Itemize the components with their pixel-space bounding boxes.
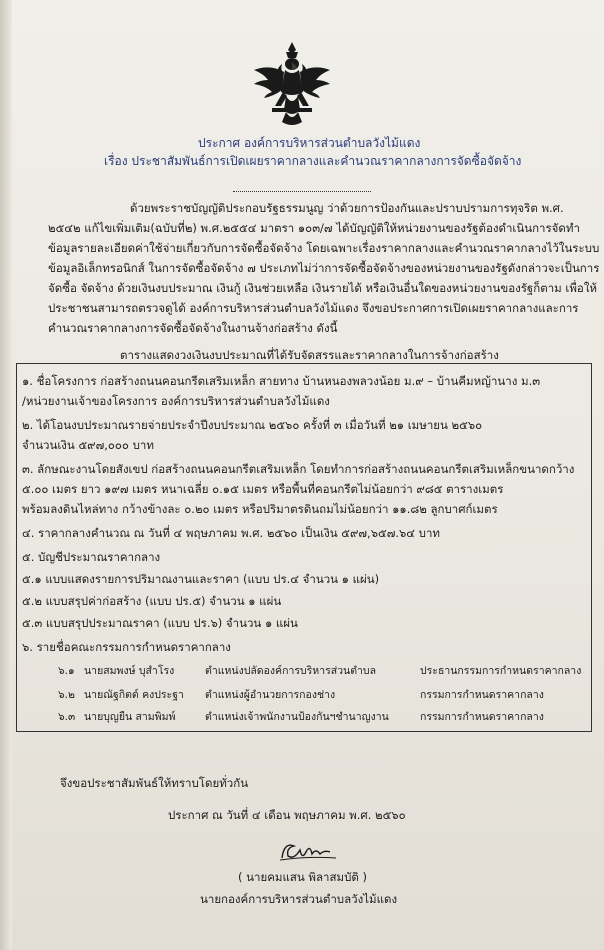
committee-position: ตำแหน่งเจ้าพนักงานป้องกันฯชำนาญงาน: [205, 711, 389, 723]
table-row: ๔. ราคากลางคำนวณ ณ วันที่ ๔ พฤษภาคม พ.ศ. ๒๕๖๐ เป็นเงิน ๕๙๗,๖๕๗.๖๔ บาท: [22, 526, 440, 540]
committee-number: ๖.๓: [58, 711, 76, 723]
garuda-emblem-icon: [250, 40, 334, 128]
table-row: ๕.๒ แบบสรุปค่าก่อสร้าง (แบบ ปร.๕) จำนวน ๑ แผ่น: [22, 594, 282, 608]
announcement-title: ประกาศ องค์การบริหารส่วนตำบลวังไม้แดง: [198, 136, 421, 150]
table-row: ๕. บัญชีประมาณราคากลาง: [22, 550, 161, 564]
table-row: ๑. ชื่อโครงการ ก่อสร้างถนนคอนกรีตเสริมเหล็ก สายทาง บ้านหนองพลวงน้อย ม.๙ – บ้านคีมหญ้านาง ม.๓: [22, 374, 541, 388]
announcement-date: ประกาศ ณ วันที่ ๔ เดือน พฤษภาคม พ.ศ. ๒๕๖๐: [168, 808, 406, 822]
intro-line: ข้อมูลอิเล็กทรอนิกส์ ในการจัดซื้อจัดจ้าง ๗ ประเภทไม่ว่าการจัดซื้อจัดจ้างของหน่วยงานของรัฐดังกล่าวจะเป็นการ: [48, 261, 600, 275]
table-row: ๕.๓ แบบสรุปประมาณราคา (แบบ ปร.๖) จำนวน ๑ แผ่น: [22, 616, 298, 630]
committee-role: กรรมการกำหนดราคากลาง: [420, 689, 544, 701]
table-row: /หน่วยงานเจ้าของโครงการ องค์การบริหารส่วนตำบลวังไม้แดง: [22, 394, 330, 408]
announcement-subject: เรื่อง ประชาสัมพันธ์การเปิดเผยราคากลางและคำนวณราคากลางการจัดซื้อจัดจ้าง: [104, 154, 522, 168]
closing-statement: จึงขอประชาสัมพันธ์ให้ทราบโดยทั่วกัน: [60, 776, 249, 790]
intro-line: ๒๕๔๒ แก้ไขเพิ่มเติม(ฉบับที่๒) พ.ศ.๒๕๕๔ มาตรา ๑๐๓/๗ ได้บัญญัติให้หน่วยงานของรัฐต้องดำเนินการจัดทำ: [48, 221, 580, 235]
intro-line: ประชาชนสามารถตรวจดูได้ องค์การบริหารส่วนตำบลวังไม้แดง จึงขอประกาศการเปิดเผยราคากลางและการ: [48, 301, 579, 315]
intro-line: ด้วยพระราชบัญญัติประกอบรัฐธรรมนูญ ว่าด้วยการป้องกันและปราบปรามการทุจริต พ.ศ.: [130, 201, 564, 215]
committee-role: กรรมการกำหนดราคากลาง: [420, 711, 544, 723]
committee-position: ตำแหน่งผู้อำนวยการกองช่าง: [205, 689, 336, 701]
table-row: จำนวนเงิน ๕๙๗,๐๐๐ บาท: [22, 438, 154, 452]
dotted-separator: [233, 191, 371, 192]
intro-line: คำนวณราคากลางการจัดซื้อจัดจ้างในงานจ้างก่อสร้าง ดังนี้: [48, 321, 338, 335]
table-row: ๒. ได้โอนงบประมาณรายจ่ายประจำปีงบประมาณ ๒๕๖๐ ครั้งที่ ๓ เมื่อวันที่ ๒๑ เมษายน ๒๕๖๐: [22, 418, 483, 432]
table-row: ๕.๐๐ เมตร ยาว ๑๙๗ เมตร หนาเฉลี่ย ๐.๑๕ เมตร หรือพื้นที่คอนกรีตไม่น้อยกว่า ๙๘๕ ตารางเมตร: [22, 482, 504, 496]
table-row: ๖. รายชื่อคณะกรรมการกำหนดราคากลาง: [22, 640, 231, 654]
committee-name: นายณัฐกิตต์ คงประฐา: [84, 689, 184, 701]
committee-position: ตำแหน่งปลัดองค์การบริหารส่วนตำบล: [205, 665, 377, 677]
intro-line: ข้อมูลรายละเอียดค่าใช้จ่ายเกี่ยวกับการจัดซื้อจัดจ้าง โดยเฉพาะเรื่องราคากลางและคำนวณราคากลางไว้ในระบบ: [48, 241, 600, 255]
committee-name: นายสมพงษ์ บุสำโรง: [84, 665, 175, 677]
committee-number: ๖.๑: [58, 665, 75, 677]
intro-line: จัดซื้อ จัดจ้าง ด้วยเงินงบประมาณ เงินกู้ เงินช่วยเหลือ เงินรายได้ หรือเงินอื่นใดของหน่วยงานของรัฐก็ตาม เพื่อให้: [48, 281, 598, 295]
table-row: พร้อมลงดินไหล่ทาง กว้างข้างละ ๐.๒๐ เมตร หรือปริมาตรดินถมไม่น้อยกว่า ๑๑.๘๒ ลูกบาศก์เมตร: [22, 502, 498, 516]
committee-role: ประธานกรรมการกำหนดราคากลาง: [420, 665, 582, 677]
table-row: ๓. ลักษณะงานโดยสังเขป ก่อสร้างถนนคอนกรีตเสริมเหล็ก โดยทำการก่อสร้างถนนคอนกรีตเสริมเหล็กขนาดกว้าง: [22, 462, 575, 476]
committee-name: นายบุญยืน สามพิมพ์: [84, 711, 176, 723]
handwritten-signature: [278, 838, 338, 864]
table-title: ตารางแสดงวงเงินงบประมาณที่ได้รับจัดสรรและราคากลางในการจ้างก่อสร้าง: [120, 348, 499, 362]
signer-name: ( นายคมแสน พิลาสมบัติ ): [238, 870, 368, 884]
table-row: ๕.๑ แบบแสดงรายการปริมาณงานและราคา (แบบ ปร.๔ จำนวน ๑ แผ่น): [22, 572, 380, 586]
page-fold-shadow: [0, 0, 12, 950]
signer-title: นายกองค์การบริหารส่วนตำบลวังไม้แดง: [200, 892, 398, 906]
committee-number: ๖.๒: [58, 689, 75, 701]
